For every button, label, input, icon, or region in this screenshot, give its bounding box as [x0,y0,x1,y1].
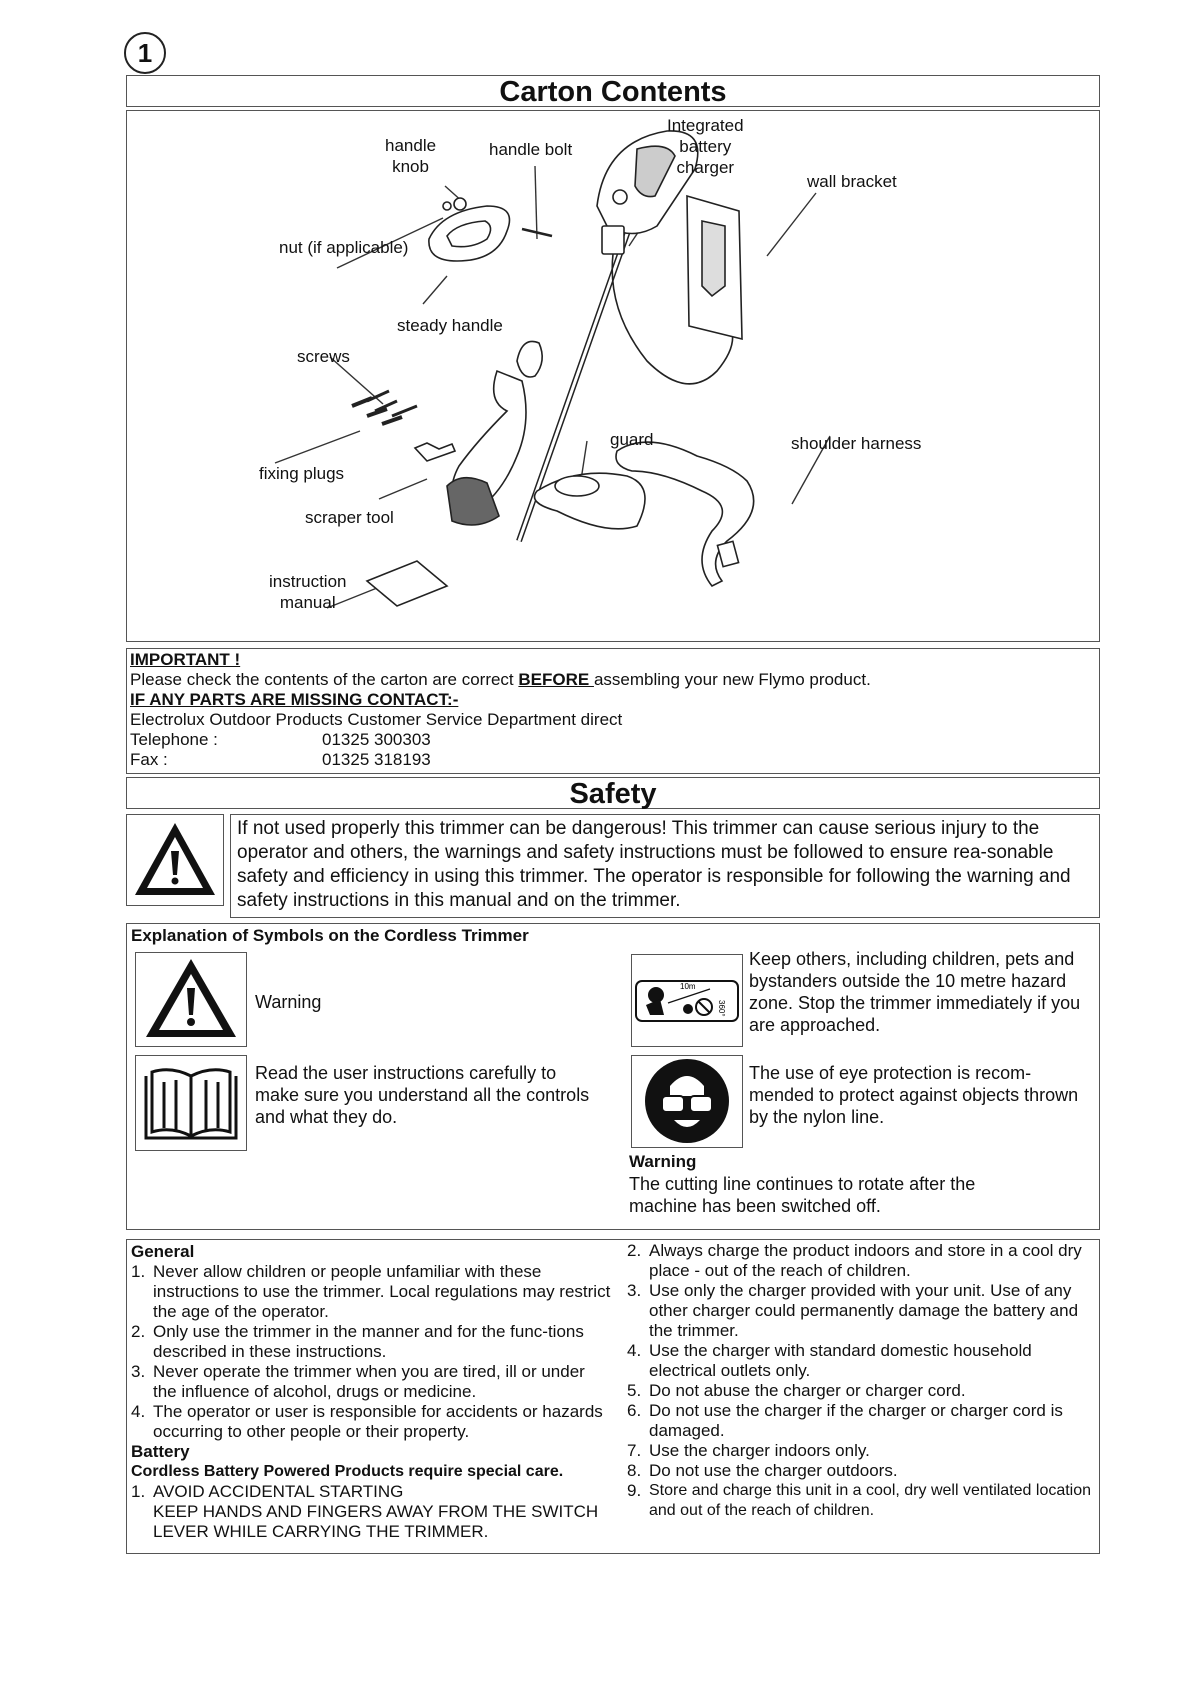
general-section [126,1239,1100,1554]
general-list [131,1262,611,1442]
hazard-angle: 360° [717,1000,726,1017]
general-right-column [627,1241,1097,1521]
battery-list [131,1482,611,1542]
charger-item: 8. Do not use the charger outdoors. [627,1461,898,1480]
label-scraper-tool: scraper tool [305,508,394,527]
carton-contents-title: Carton Contents [126,75,1100,107]
warning-triangle-icon [135,952,247,1047]
check-contents-line: Please check the contents of the carton are correct BEFORE assembling your new Flymo product. [130,670,871,689]
important-notice [126,648,1100,774]
label-nut: nut (if applicable) [279,238,409,257]
battery-subheading: Cordless Battery Powered Products require special care. [131,1463,564,1480]
general-item: 1. Never allow children or people unfamiliar with these instructions to use the trimmer. Local regulations may restrict the age of the operator. [131,1262,611,1321]
general-item: 3. Never operate the trimmer when you are tired, ill or under the influence of alcohol, drugs or medicine. [131,1362,585,1401]
safety-title: Safety [126,777,1100,809]
battery-heading: Battery [131,1442,190,1461]
warning-rotation-title: Warning [629,1152,697,1171]
eye-protection-icon [631,1055,743,1148]
general-heading: General [131,1242,195,1261]
label-handle-knob: handle knob [385,136,437,176]
symbol-eye-protection: The use of eye protection is recom-mended to protect against objects thrown by the nylon line. [749,1063,1079,1127]
charger-item: 6. Do not use the charger if the charger or charger cord is damaged. [627,1401,1063,1440]
general-item: 4. The operator or user is responsible for accidents or hazards occurring to other people or their property. [131,1402,603,1441]
symbol-read-instructions: Read the user instructions carefully to make sure you understand all the controls and what they do. [255,1063,590,1127]
symbol-warning-label: Warning [255,992,322,1012]
general-left-column [131,1242,611,1542]
label-steady-handle: steady handle [397,316,503,335]
safety-warning-icon [126,814,224,906]
charger-item: 3. Use only the charger provided with your unit. Use of any other charger could permanently damage the battery and the trimmer. [627,1281,1079,1340]
read-manual-icon [135,1055,247,1151]
label-handle-bolt: handle bolt [489,140,573,159]
symbol-keep-others: Keep others, including children, pets and bystanders outside the 10 metre hazard zone. Stop the trimmer immediately if you are approached. [749,949,1081,1035]
charger-item: 5. Do not abuse the charger or charger cord. [627,1381,966,1400]
warning-rotation-text: The cutting line continues to rotate after the machine has been switched off. [629,1174,976,1216]
service-department: Electrolux Outdoor Products Customer Service Department direct [130,710,623,729]
missing-parts-heading: IF ANY PARTS ARE MISSING CONTACT:- [130,690,459,709]
general-item: 2. Only use the trimmer in the manner and for the func-tions described in these instructions. [131,1322,584,1361]
label-wall-bracket: wall bracket [807,172,897,191]
trimmer-parts-drawing [127,111,1099,641]
page-number: 1 [124,32,166,74]
important-heading: IMPORTANT ! [130,650,241,669]
fax-row: Fax : 01325 318193 [130,750,431,769]
label-shoulder-harness: shoulder harness [791,434,922,453]
label-guard: guard [610,430,654,449]
hazard-zone-icon [631,954,743,1047]
battery-item: 1. AVOID ACCIDENTAL STARTING KEEP HANDS AND FINGERS AWAY FROM THE SWITCH LEVER WHILE CARRYING THE TRIMMER. [131,1482,599,1541]
carton-illustration [126,110,1100,642]
symbols-heading: Explanation of Symbols on the Cordless Trimmer [131,926,529,945]
telephone-row: Telephone : 01325 300303 [130,730,431,749]
label-screws: screws [297,347,350,366]
label-integrated-charger: Integrated battery charger [667,116,744,177]
symbols-section [126,923,1100,1230]
label-fixing-plugs: fixing plugs [259,464,345,483]
safety-intro: If not used properly this trimmer can be dangerous! This trimmer can cause serious injury to the operator and others, the warnings and safety instructions must be followed to ensure rea-sonable safety and efficiency in using this trimmer. The operator is responsible for following the warning and safety instructions in this manual and on the trimmer. [230,814,1100,918]
charger-item: 2. Always charge the product indoors and store in a cool dry place - out of the reach of children. [627,1241,1082,1280]
hazard-distance: 10m [680,982,696,991]
charger-item: 4. Use the charger with standard domestic household electrical outlets only. [627,1341,1032,1380]
charger-item: 7. Use the charger indoors only. [627,1441,870,1460]
charger-list [627,1241,1097,1521]
label-instruction-manual: instruction manual [269,572,347,612]
charger-item: 9. Store and charge this unit in a cool, dry well ventilated location and out of the reach of children. [627,1481,1092,1519]
